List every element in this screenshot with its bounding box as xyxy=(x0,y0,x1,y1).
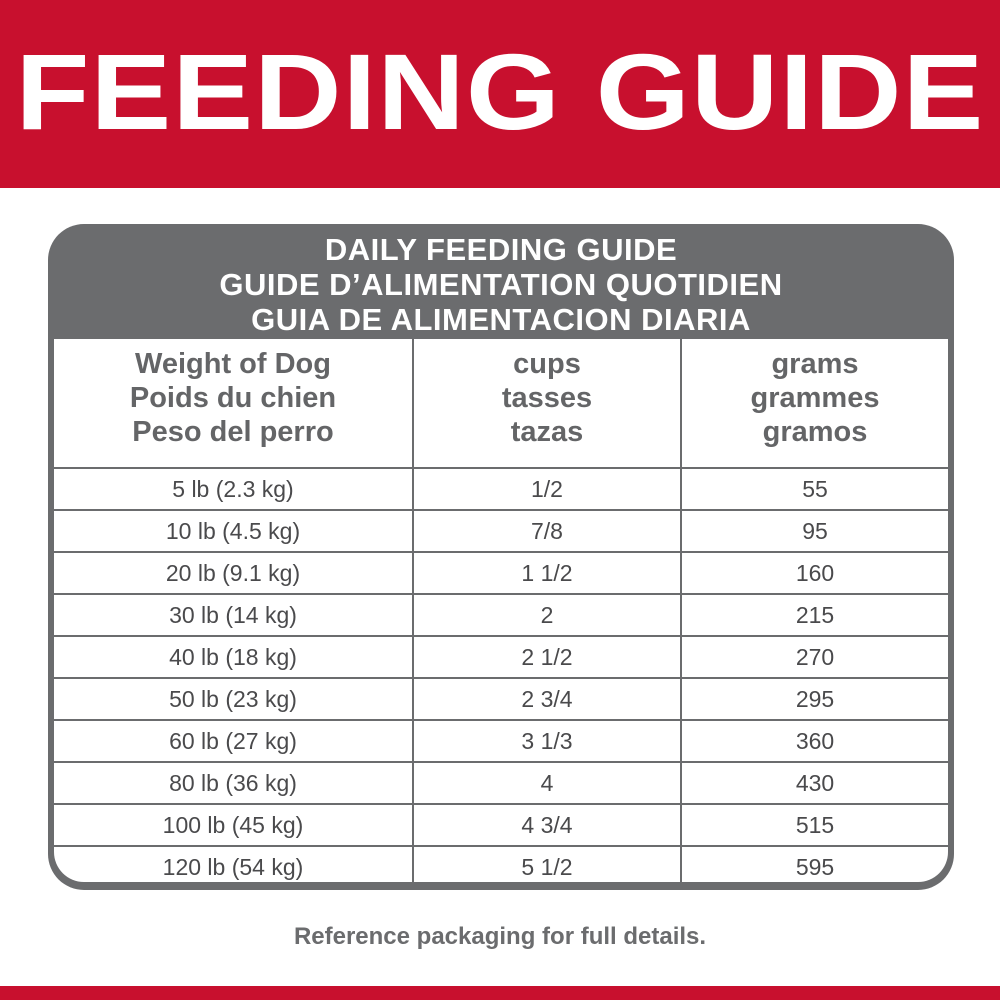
table-row xyxy=(54,553,948,595)
table-row xyxy=(54,847,948,882)
column-header-grams xyxy=(682,347,948,449)
grams-cell: 515 xyxy=(795,812,835,838)
table-row xyxy=(54,469,948,511)
table-row xyxy=(54,637,948,679)
weight-cell: 100 lb (45 kg) xyxy=(162,812,304,838)
cups-cell: 5 1/2 xyxy=(521,854,573,880)
footnote: Reference packaging for full details. xyxy=(293,923,707,950)
column-header-weight xyxy=(54,347,412,449)
page-title: FEEDING GUIDE xyxy=(15,31,985,152)
cups-cell: 2 3/4 xyxy=(521,686,573,712)
cups-cell: 3 1/3 xyxy=(521,728,573,754)
weight-cell: 50 lb (23 kg) xyxy=(169,686,297,712)
feeding-table xyxy=(54,339,948,882)
column-header-label: Poids du chien xyxy=(129,382,337,414)
weight-cell: 30 lb (14 kg) xyxy=(169,602,297,628)
grams-cell: 270 xyxy=(795,644,835,670)
card-heading-french: GUIDE D’ALIMENTATION QUOTIDIEN xyxy=(219,267,783,302)
cups-cell: 7/8 xyxy=(531,518,563,544)
weight-cell: 60 lb (27 kg) xyxy=(169,728,297,754)
grams-cell: 55 xyxy=(802,476,828,502)
bottom-accent-bar xyxy=(0,986,1000,1000)
weight-cell: 5 lb (2.3 kg) xyxy=(172,476,294,502)
weight-cell: 80 lb (36 kg) xyxy=(169,770,297,796)
cups-cell: 2 xyxy=(540,602,554,628)
table-row xyxy=(54,763,948,805)
weight-cell: 20 lb (9.1 kg) xyxy=(165,560,301,586)
table-row xyxy=(54,679,948,721)
column-header-label: grams xyxy=(771,348,859,380)
grams-cell: 295 xyxy=(795,686,835,712)
cups-cell: 1 1/2 xyxy=(521,560,573,586)
grams-cell: 595 xyxy=(795,854,835,880)
column-header-label: tazas xyxy=(510,416,584,448)
grams-cell: 215 xyxy=(795,602,835,628)
table-body xyxy=(54,469,948,882)
column-header-label: Weight of Dog xyxy=(135,348,331,380)
header-banner xyxy=(0,0,1000,188)
column-header-label: cups xyxy=(513,348,581,380)
table-row xyxy=(54,805,948,847)
cups-cell: 2 1/2 xyxy=(521,644,573,670)
table-row xyxy=(54,721,948,763)
weight-cell: 10 lb (4.5 kg) xyxy=(165,518,301,544)
feeding-guide-card xyxy=(48,224,954,890)
grams-cell: 430 xyxy=(795,770,835,796)
table-row xyxy=(54,511,948,553)
column-header-label: gramos xyxy=(762,416,868,448)
table-row xyxy=(54,595,948,637)
card-heading-english: DAILY FEEDING GUIDE xyxy=(324,232,678,267)
column-header-label: Peso del perro xyxy=(132,416,334,448)
column-header-label: tasses xyxy=(501,382,593,414)
weight-cell: 120 lb (54 kg) xyxy=(162,854,304,880)
column-header-cups xyxy=(414,347,680,449)
grams-cell: 95 xyxy=(802,518,828,544)
card-heading-spanish: GUIA DE ALIMENTACION DIARIA xyxy=(251,302,751,337)
grams-cell: 160 xyxy=(795,560,835,586)
weight-cell: 40 lb (18 kg) xyxy=(169,644,297,670)
table-header-row xyxy=(54,339,948,469)
cups-cell: 4 3/4 xyxy=(521,812,573,838)
card-heading xyxy=(48,232,954,337)
cups-cell: 1/2 xyxy=(531,476,563,502)
column-header-label: grammes xyxy=(750,382,880,414)
cups-cell: 4 xyxy=(540,770,554,796)
grams-cell: 360 xyxy=(795,728,835,754)
